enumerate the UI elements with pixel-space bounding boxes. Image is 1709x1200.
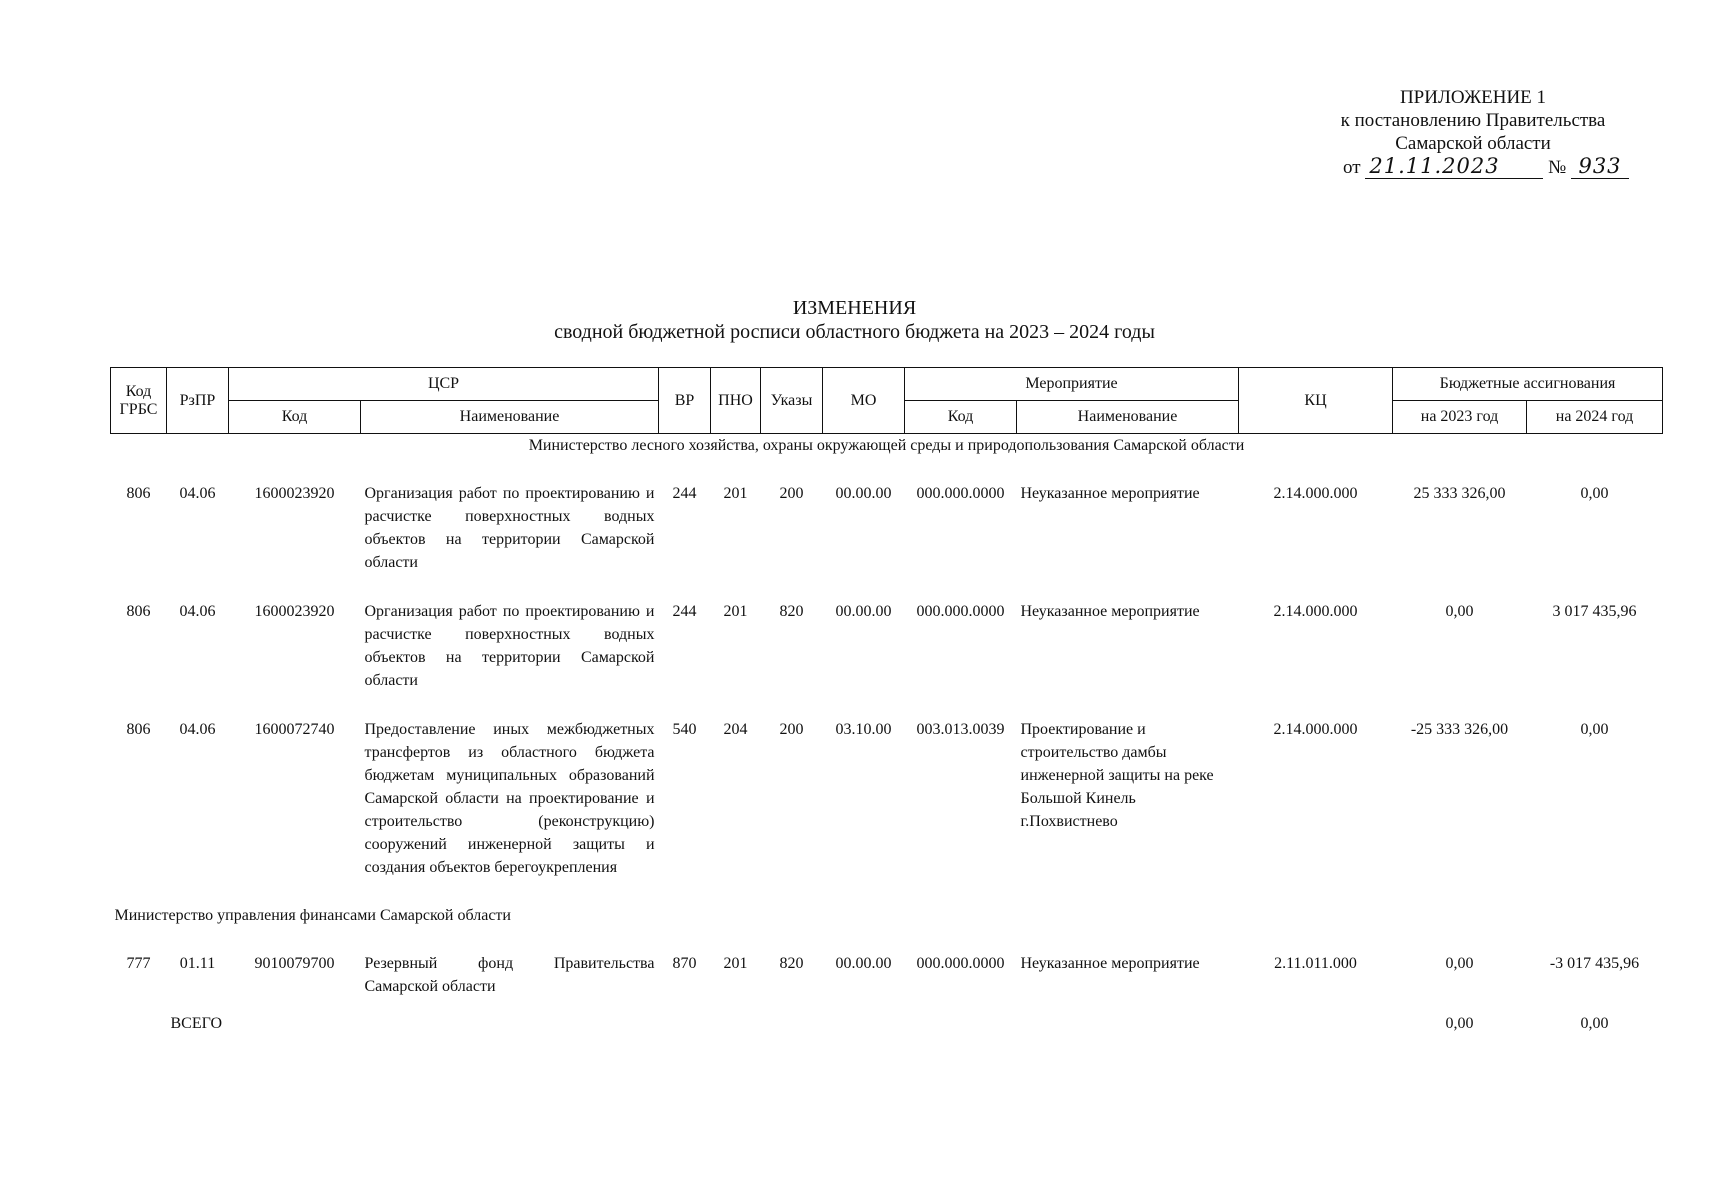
cell-pno: 204 [723,721,748,738]
cell-event-code: 000.000.0000 [916,955,1005,972]
cell-pno: 201 [723,485,748,502]
header-event-name: Наименование [1017,401,1239,434]
cell-csr-name: Организация работ по проектированию и расчистке поверхностных водных объектов на территории Самарской области [364,603,655,689]
appendix-region-line: Самарской области [1395,133,1551,154]
cell-mo: 03.10.00 [835,721,892,738]
ministry-name: Министерство лесного хозяйства, охраны окружающей среды и природопользования Самарской области [528,437,1245,454]
cell-event-code: 003.013.0039 [916,721,1005,738]
cell-amount-2024: 0,00 [1580,485,1609,502]
cell-csr-code: 1600023920 [254,485,335,502]
number-prefix: № [1548,157,1567,178]
cell-csr-name: Организация работ по проектированию и расчистке поверхностных водных объектов на территории Самарской области [364,485,655,571]
cell-amount-2024: 0,00 [1580,721,1609,738]
header-allocations: Бюджетные ассигнования [1393,368,1663,401]
table-row [111,600,1663,718]
cell-amount-2023: 0,00 [1445,603,1474,620]
header-ukazy: Указы [761,368,823,434]
cell-vr: 540 [672,721,697,738]
cell-vr: 244 [672,485,697,502]
cell-kc: 2.11.011.000 [1274,955,1357,972]
total-label: ВСЕГО [170,1015,223,1032]
header-csr: ЦСР [229,368,659,401]
cell-rzpr: 04.06 [179,603,216,620]
cell-pno: 201 [723,955,748,972]
document-title [0,296,1709,344]
header-rzpr: РзПР [167,368,229,434]
cell-mo: 00.00.00 [835,603,892,620]
cell-csr-code: 9010079700 [254,955,335,972]
cell-pno: 201 [723,603,748,620]
cell-event-code: 000.000.0000 [916,485,1005,502]
cell-kc: 2.14.000.000 [1273,721,1358,738]
total-amount-2023: 0,00 [1445,1015,1474,1032]
cell-vr: 870 [672,955,697,972]
table-body [111,434,1663,1053]
total-spacer [111,1012,167,1052]
cell-event-name: Неуказанное мероприятие [1020,603,1200,620]
budget-table [110,367,1663,1052]
table-row [111,718,1663,904]
appendix-title: ПРИЛОЖЕНИЕ 1 [1399,87,1547,108]
cell-grbs: 806 [126,603,151,620]
cell-grbs: 777 [126,955,151,972]
cell-grbs: 806 [126,721,151,738]
title-subtitle: сводной бюджетной росписи областного бюджета на 2023 – 2024 годы [554,321,1155,343]
cell-event-name: Неуказанное мероприятие [1020,485,1200,502]
cell-rzpr: 04.06 [179,485,216,502]
cell-event-name: Проектирование и строительство дамбы инженерной защиты на реке Большой Кинель г.Похвистнево [1020,721,1214,830]
appendix-resolution-line: к постановлению Правительства [1340,110,1606,131]
cell-kc: 2.14.000.000 [1273,603,1358,620]
appendix-date-line [1313,155,1633,179]
header-event: Мероприятие [905,368,1239,401]
header-year-2023: на 2023 год [1393,401,1527,434]
header-vr: ВР [659,368,711,434]
table-row [111,952,1663,1012]
cell-rzpr: 04.06 [179,721,216,738]
cell-amount-2023: -25 333 326,00 [1410,721,1509,738]
cell-vr: 244 [672,603,697,620]
cell-ukazy: 200 [779,721,804,738]
total-row [111,1012,1663,1052]
ministry-name: Министерство управления финансами Самарской области [114,907,511,924]
resolution-number: 933 [1571,155,1629,179]
cell-ukazy: 820 [779,955,804,972]
appendix-block [1313,86,1633,179]
cell-csr-name: Предоставление иных межбюджетных трансфертов из областного бюджета бюджетам муниципальных образований Самарской области на проектирование и строительство (реконструкцию) сооружений инженерной защиты и создания объектов берегоукрепления [364,721,655,876]
date-prefix: от [1343,157,1361,178]
cell-csr-code: 1600023920 [254,603,335,620]
header-year-2024: на 2024 год [1527,401,1663,434]
cell-rzpr: 01.11 [179,955,216,972]
header-kc: КЦ [1239,368,1393,434]
header-csr-name: Наименование [361,401,659,434]
cell-amount-2024: 3 017 435,96 [1552,603,1637,620]
cell-ukazy: 820 [779,603,804,620]
ministry-row [111,434,1663,483]
cell-kc: 2.14.000.000 [1273,485,1358,502]
cell-amount-2023: 0,00 [1445,955,1474,972]
table-header [111,368,1663,434]
total-amount-2024: 0,00 [1580,1015,1609,1032]
resolution-date: 21.11.2023 [1365,155,1543,179]
cell-event-name: Неуказанное мероприятие [1020,955,1200,972]
header-event-code: Код [905,401,1017,434]
cell-csr-name: Резервный фонд Правительства Самарской области [364,955,655,995]
cell-grbs: 806 [126,485,151,502]
header-pno: ПНО [711,368,761,434]
header-csr-code: Код [229,401,361,434]
header-mo: МО [823,368,905,434]
table-row [111,482,1663,600]
cell-mo: 00.00.00 [835,955,892,972]
cell-csr-code: 1600072740 [254,721,335,738]
cell-event-code: 000.000.0000 [916,603,1005,620]
cell-amount-2024: -3 017 435,96 [1549,955,1640,972]
title-main: ИЗМЕНЕНИЯ [792,297,917,319]
cell-amount-2023: 25 333 326,00 [1413,485,1506,502]
cell-ukazy: 200 [779,485,804,502]
cell-mo: 00.00.00 [835,485,892,502]
ministry-row [111,904,1663,952]
header-grbs: Код ГРБС [111,368,167,434]
